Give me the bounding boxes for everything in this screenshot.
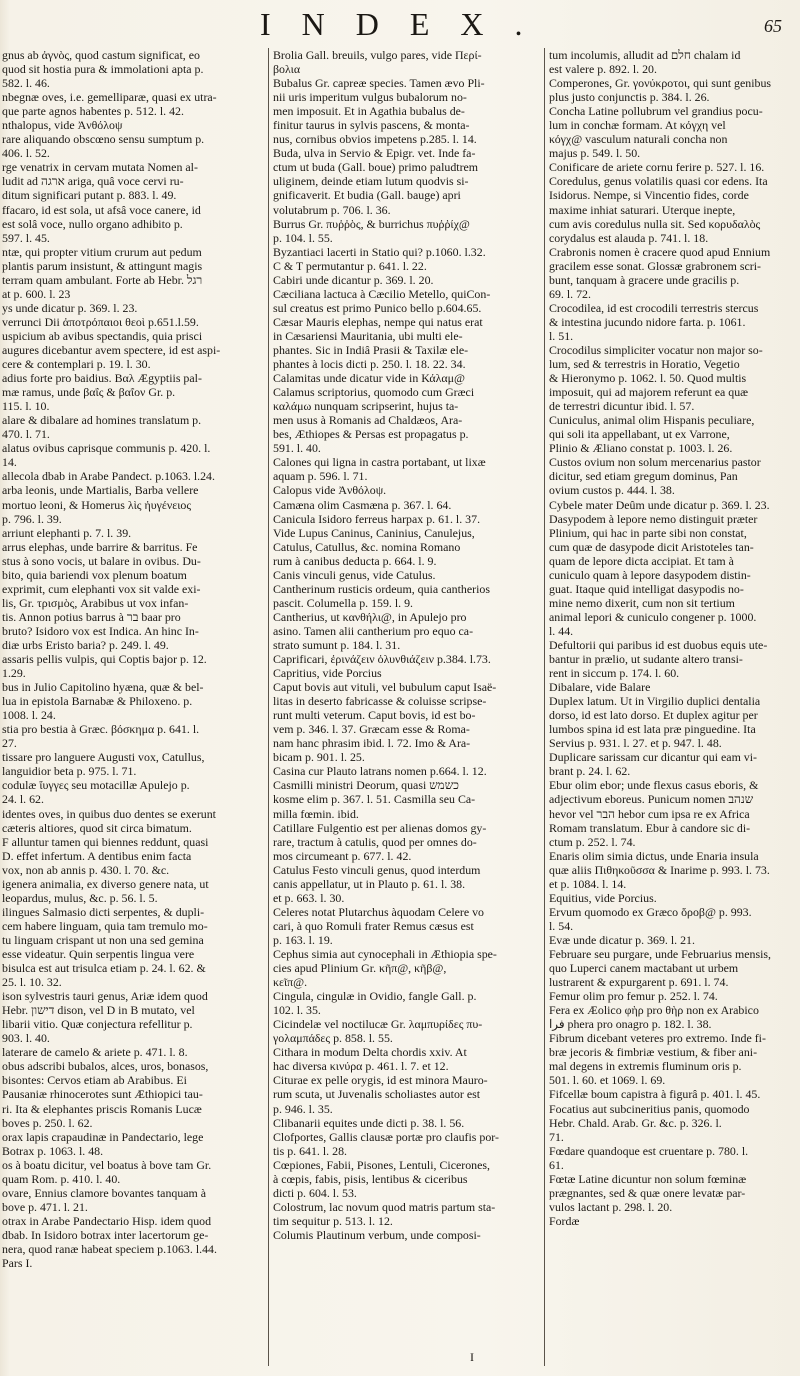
index-line: nam hanc phrasim ibid. l. 72. Imo & Ara-	[273, 736, 471, 751]
index-line: ditum significari putant p. 883. l. 49.	[2, 188, 177, 203]
index-line: Cingula, cingulæ in Ovidio, fangle Gall. p.	[273, 989, 477, 1004]
index-line: arrus elephas, unde barrire & barritus. Fe	[2, 539, 198, 554]
index-line: Cæsar Mauris elephas, nempe qui natus erat	[273, 314, 483, 329]
index-line: rum scuta, ut Juvenalis scholiastes autor est	[273, 1087, 481, 1102]
index-line: γολαμπάδες p. 858. l. 55.	[273, 1031, 393, 1046]
index-line: Fœdare quandoque est cruentare p. 780. l.	[549, 1143, 749, 1158]
index-line: Equitius, vide Porcius.	[549, 890, 657, 905]
index-line: quo Luperci canem mactabant ut urbem	[549, 961, 739, 976]
index-line: Plinium, qui hac in parte sibi non constat,	[549, 525, 747, 540]
index-line: 25. l. 10. 32.	[2, 975, 62, 990]
index-line: bes, Æthiopes & Persas est propagatus p.	[273, 427, 469, 442]
index-line: à cœpis, fabis, pisis, lentibus & ciceribus	[273, 1171, 468, 1186]
index-line: Burrus Gr. πυῤῥὸς, & burrichus πυῤῥίχ@	[273, 216, 470, 231]
index-line: Brolia Gall. breuils, vulgo pares, vide Περί-	[273, 48, 482, 62]
index-line: nus, cornibus obvios impetens p.285. l. 14.	[273, 132, 477, 147]
index-line: Cæciliana lactuca à Cæcilio Metello, quiCon-	[273, 286, 491, 301]
index-line: Isidorus. Nempe, si Vincentio fides, corde	[549, 188, 749, 203]
index-line: Clibanarii equites unde dicti p. 38. l. 56.	[273, 1115, 465, 1130]
index-line: F alluntur tamen qui biennes reddunt, quasi	[2, 834, 209, 849]
index-line: Fœtæ Latine dicuntur non solum fœminæ	[549, 1171, 747, 1186]
index-line: plus justo conjunctis p. 384. l. 26.	[549, 90, 710, 105]
signature-mark: I	[470, 1350, 474, 1364]
index-line: ri. Ita & elephantes priscis Romanis Lucæ	[2, 1101, 202, 1116]
index-line: Catillare Fulgentio est per alienas domos gy-	[273, 820, 487, 835]
index-line: Crocodilea, id est crocodili terrestris stercus	[549, 300, 759, 315]
index-line: boves p. 250. l. 62.	[2, 1115, 93, 1130]
index-line: kosme elim p. 367. l. 51. Casmilla seu Ca-	[273, 792, 476, 807]
index-line: Dibalare, vide Balare	[549, 680, 651, 695]
index-line: alare & dibalare ad homines translatum p.	[2, 413, 202, 428]
index-line: bus in Julio Capitolino hyæna, quæ & bel-	[2, 680, 204, 695]
page-header	[0, 6, 800, 46]
index-line: tum incolumis, alludit ad חלם chalam id	[549, 48, 741, 62]
index-line: et p. 1084. l. 14.	[549, 876, 627, 891]
index-line: est valere p. 892. l. 20.	[549, 62, 657, 77]
index-line: Ebur olim ebor; unde flexus casus eboris, &	[549, 778, 759, 793]
index-line: Pausaniæ rhinocerotes sunt Æthiopici tau-	[2, 1087, 203, 1102]
index-line: cum avis coredulus nulla sit. Sed κορυδαλὸς	[549, 216, 761, 231]
index-line: καλάμω nunquam scripserint, hujus ta-	[273, 399, 459, 414]
index-line: Cicindelæ vel noctilucæ Gr. λαμπυρίδες πυ-	[273, 1017, 483, 1032]
index-line: Crabronis nomen è cracere quod apud Ennium	[549, 244, 771, 259]
index-line: Clofportes, Gallis clausæ portæ pro claufis por-	[273, 1129, 499, 1144]
index-line: cum quæ de dasypode dicit Aristoteles tan-	[549, 539, 754, 554]
index-line: Byzantiaci lacerti in Statio qui? p.1060. l.32.	[273, 244, 486, 259]
index-line: rum à canibus deducta p. 664. l. 9.	[273, 553, 437, 568]
index-line: exprimit, cum elephanti vox sit valde exi-	[2, 581, 201, 596]
index-line: arriunt elephanti p. 7. l. 39.	[2, 525, 132, 540]
index-line: Casina cur Plauto latrans nomen p.664. l. 12.	[273, 764, 487, 779]
index-line: 501. l. 60. et 1069. l. 69.	[549, 1073, 666, 1088]
index-line: Fifcellæ boum capistra à figurâ p. 401. l. 45.	[549, 1087, 761, 1102]
index-line: Celeres notat Plutarchus àquodam Celere vo	[273, 904, 484, 919]
index-line: Pars I.	[2, 1256, 33, 1271]
index-line: Ervum quomodo ex Græco ὄροβ@ p. 993.	[549, 904, 752, 919]
index-line: laterare de camelo & ariete p. 471. l. 8.	[2, 1045, 188, 1060]
index-line: qui soli ita appellabant, ut ex Varrone,	[549, 427, 730, 442]
index-line: Concha Latine pollubrum vel grandius pocu-	[549, 104, 763, 119]
index-line: rge venatrix in cervam mutata Nomen al-	[2, 160, 198, 175]
index-line: Citurae ex pelle orygis, id est minora Mauro-	[273, 1073, 488, 1088]
index-line: codulæ ἴυγγες seu motacillæ Apulejo p.	[2, 778, 190, 793]
index-line: ludit ad ארגה ariga, quâ voce cervi ru-	[2, 174, 184, 189]
index-line: Cabiri unde dicantur p. 369. l. 20.	[273, 272, 434, 287]
index-line: ctum ut buda (Gall. boue) primo paludtrem	[273, 160, 479, 175]
index-line: leopardus, mulus, &c. p. 56. l. 5.	[2, 890, 158, 905]
index-line: cem habere linguam, quia tam tremulo mo-	[2, 918, 208, 933]
index-line: ovare, Ennius clamore bovantes tanquam à	[2, 1185, 207, 1200]
index-line: κεῖπ@.	[273, 975, 308, 990]
index-line: 27.	[2, 736, 17, 751]
index-line: Cuniculus, animal olim Hispanis peculiare,	[549, 413, 755, 428]
index-line: animal lepori & cuniculo congener p. 1000.	[549, 609, 757, 624]
index-line: Colostrum, lac novum quod matris partum sta-	[273, 1199, 496, 1214]
index-line: l. 51.	[549, 328, 574, 343]
index-line: Servius p. 931. l. 27. et p. 947. l. 48.	[549, 736, 722, 751]
index-column-right	[544, 48, 795, 1366]
index-line: volutabrum p. 706. l. 36.	[273, 202, 391, 217]
index-line: Bubalus Gr. capreæ species. Tamen ævo Pli-	[273, 76, 485, 91]
index-line: men imposuit. Et in Agathia bubalus de-	[273, 104, 465, 119]
index-line: 903. l. 40.	[2, 1031, 50, 1046]
index-line: 597. l. 45.	[2, 230, 50, 245]
index-line: bisulca est aut trisulca etiam p. 24. l. 62. &	[2, 961, 206, 976]
index-line: dorso, id est lato dorso. Et duplex agitur per	[549, 708, 758, 723]
index-line: cies apud Plinium Gr. κῆπ@, κῆβ@,	[273, 961, 447, 976]
index-line: Calamitas unde dicatur vide in Κάλαμ@	[273, 371, 465, 386]
index-line: Enaris olim simia dictus, unde Enaria insula	[549, 848, 759, 863]
index-line: فرا phera pro onagro p. 182. l. 38.	[549, 1017, 712, 1032]
index-line: vox, non ab annis p. 430. l. 70. &c.	[2, 862, 170, 877]
index-line: 582. l. 46.	[2, 76, 50, 91]
index-line: Vide Lupus Caninus, Caninius, Canulejus,	[273, 525, 475, 540]
index-line: 71.	[549, 1129, 564, 1144]
page-number: 65	[764, 16, 782, 36]
index-line: dbab. In Isidoro botrax inter lacertorum ge-	[2, 1227, 209, 1242]
index-line: Comperones, Gr. γονύκροτοι, qui sunt genibus	[549, 76, 772, 91]
index-line: Focatius aut subcineritius panis, quomodo	[549, 1101, 750, 1116]
index-line: obus adscribi bubalos, alces, uros, bonasos,	[2, 1059, 209, 1074]
index-line: Plinio & Æliano constat p. 1003. l. 26.	[549, 441, 733, 456]
index-line: uspicium ab avibus spectandis, quia prisci	[2, 328, 203, 343]
index-line: tim sequitur p. 513. l. 12.	[273, 1213, 393, 1228]
index-line: Fera ex Æolico φὴρ pro θὴρ non ex Arabico	[549, 1003, 759, 1018]
index-line: litas in deserto fabricasse & coluisse scripse-	[273, 694, 487, 709]
index-line: gnus ab ἀγνὸς, quod castum significat, eo	[2, 48, 200, 62]
index-column-middle	[268, 48, 541, 1366]
index-line: nera, quod ranæ habeat speciem p.1063. l.44.	[2, 1241, 217, 1256]
index-line: ison sylvestris tauri genus, Ariæ idem quod	[2, 989, 208, 1004]
index-line: 61.	[549, 1157, 564, 1172]
index-line: que parte agnos habentes p. 512. l. 42.	[2, 104, 184, 119]
index-line: est solâ voce, nullo organo adhibito p.	[2, 216, 183, 231]
index-line: Calopus vide Ἀνθόλοψ.	[273, 483, 387, 498]
index-line: Cithara in modum Delta chordis xxiv. At	[273, 1045, 467, 1060]
index-line: gracilem esse sonat. Glossæ grabronem scri-	[549, 258, 761, 273]
index-line: Custos ovium non solum mercenarius pastor	[549, 455, 761, 470]
index-line: 24. l. 62.	[2, 792, 44, 807]
index-line: quod sit hostia pura & immolationi apta p.	[2, 62, 204, 77]
index-line: quam Rom. p. 410. l. 40.	[2, 1171, 121, 1186]
index-line: quam de lepore dicta accipiat. Et tam à	[549, 553, 734, 568]
index-line: vulos lactant p. 298. l. 20.	[549, 1199, 673, 1214]
index-line: mortuo leoni, & Homerus λὶς ἠυγένειος	[2, 497, 192, 512]
index-line: nbegnæ oves, i.e. gemelliparæ, quasi ex utra-	[2, 90, 217, 105]
page-footer	[0, 1350, 800, 1370]
index-line: men usus à Romanis ad Chaldæos, Ara-	[273, 413, 463, 428]
index-line: Caprificari, ἐρινάζειν ὀλυνθιάζειν p.384. l.73.	[273, 652, 491, 667]
index-line: assaris pellis vulpis, qui Coptis bajor p. 12.	[2, 652, 207, 667]
index-line: uliginem, deinde etiam lutum quodvis si-	[273, 174, 469, 189]
index-line: runt multi veterum. Caput bovis, id est bo-	[273, 708, 476, 723]
index-line: asino. Tamen alii cantherium pro equo ca-	[273, 623, 474, 638]
index-line: lis, Gr. τρισμὸς, Arabibus ut vox infan-	[2, 595, 189, 610]
index-line: milla fœmin. ibid.	[273, 806, 359, 821]
index-line: aquam p. 596. l. 71.	[273, 469, 368, 484]
index-line: 406. l. 52.	[2, 146, 50, 161]
index-line: C & T permutantur p. 641. l. 22.	[273, 258, 427, 273]
index-line: allecola dbab in Arabe Pandect. p.1063. l.24.	[2, 469, 215, 484]
index-line: Cœpiones, Fabii, Pisones, Lentuli, Cicerones,	[273, 1157, 490, 1172]
index-line: Crocodilus simpliciter vocatur non major so-	[549, 342, 763, 357]
index-line: ilingues Salmasio dicti serpentes, & dupli-	[2, 904, 205, 919]
index-line: ovium custos p. 444. l. 38.	[549, 483, 675, 498]
index-line: mine nemo dixerit, cum non sit tertium	[549, 595, 735, 610]
index-line: 115. l. 10.	[2, 399, 50, 414]
index-line: dicitur, sed etiam gregum dominus, Pan	[549, 469, 738, 484]
index-line: nii uris imperitum vulgus bubalorum no-	[273, 90, 467, 105]
index-line: Casmilli ministri Deorum, quasi כשמש	[273, 778, 459, 793]
index-line: stia pro bestia à Græc. βόσκημα p. 641. l.	[2, 722, 200, 737]
index-line: rent in siccum p. 174. l. 60.	[549, 666, 680, 681]
index-line: p. 796. l. 39.	[2, 511, 62, 526]
index-line: cere & contemplari p. 19. l. 30.	[2, 357, 151, 372]
index-line: prægnantes, sed & quæ onere levatæ par-	[549, 1185, 746, 1200]
index-line: cuniculo quam à lepore dasypodem distin-	[549, 567, 751, 582]
index-line: Duplex latum. Ut in Virgilio duplici dentalia	[549, 694, 761, 709]
index-line: Hebr. דישון dison, vel D in B mutato, vel	[2, 1003, 195, 1018]
running-head: INDEX.	[260, 6, 554, 42]
index-line: βολια	[273, 62, 301, 77]
index-line: Evæ unde dicatur p. 369. l. 21.	[549, 932, 695, 947]
index-line: hevor vel הבר hebor cum ipsa re ex Africa	[549, 806, 750, 821]
index-line: in Cæsariensi Mauritania, ubi multi ele-	[273, 328, 463, 343]
index-line: dicti p. 604. l. 53.	[273, 1185, 357, 1200]
index-line: diæ urbs Eristo baria? p. 249. l. 49.	[2, 637, 169, 652]
index-line: Conificare de ariete cornu ferire p. 527. l. 16.	[549, 160, 765, 175]
index-line: maxime inhiat saturari. Uterque inepte,	[549, 202, 736, 217]
index-line: canis appellatur, ut in Plauto p. 61. l. 38.	[273, 876, 466, 891]
index-line: ctum p. 252. l. 74.	[549, 834, 636, 849]
index-line: l. 44.	[549, 623, 574, 638]
index-line: phantes. Sic in Indiâ Prasii & Taxilæ ele-	[273, 342, 469, 357]
index-line: ys unde dicatur p. 369. l. 23.	[2, 300, 138, 315]
index-line: lua in epistola Barnabæ & Philoxeno. p.	[2, 694, 193, 709]
index-line: igenera animalia, ex diverso genere nata, ut	[2, 876, 209, 891]
index-line: languidior beta p. 975. l. 71.	[2, 764, 137, 779]
index-line: bito, quia bariendi vox plenum boatum	[2, 567, 187, 582]
index-line: verrunci Dii ἀποτρόπαιοι θεοὶ p.651.l.59.	[2, 314, 199, 329]
index-line: cæteris altiores, quod sit circa bimatum.	[2, 820, 192, 835]
index-line: finitur taurus in sylvis pascens, & monta-	[273, 118, 470, 133]
index-line: lum, sed & terrestris in Horatio, Vegetio	[549, 357, 740, 372]
index-line: mæ ramus, unde βαΐς & βαΐον Gr. p.	[2, 385, 176, 400]
index-line: libarii vitio. Quæ conjectura refellitur p.	[2, 1017, 193, 1032]
index-line: Camæna olim Casmæna p. 367. l. 64.	[273, 497, 452, 512]
index-line: rare aliquando obscœno sensu sumptum p.	[2, 132, 205, 147]
index-line: Canis vinculi genus, vide Catulus.	[273, 567, 436, 582]
index-line: p. 946. l. 35.	[273, 1101, 333, 1116]
index-line: p. 104. l. 55.	[273, 230, 333, 245]
index-line: lustrarent & expurgarent p. 691. l. 74.	[549, 975, 729, 990]
index-line: adjectivum eboreus. Punicum nomen שנהב	[549, 792, 754, 807]
index-line: augures dicebantur avem spectere, id est aspi-	[2, 342, 221, 357]
index-line: strato sumunt p. 184. l. 31.	[273, 637, 401, 652]
index-line: pascit. Columella p. 159. l. 9.	[273, 595, 414, 610]
index-line: κόγχ@ vasculum naturali concha non	[549, 132, 728, 147]
index-line: cari, à quo Romuli frater Remus cæsus est	[273, 918, 474, 933]
index-line: Columis Plautinum verbum, unde composi-	[273, 1227, 481, 1242]
index-line: Calamus scriptorius, quomodo cum Græci	[273, 385, 475, 400]
index-line: sul creatus est primo Punico bello p.604.65.	[273, 300, 482, 315]
index-line: Fordæ	[549, 1213, 580, 1228]
index-line: bræ jecoris & fimbriæ vestium, & fiber ani-	[549, 1045, 758, 1060]
index-line: ffacaro, id est sola, ut afsâ voce canere, id	[2, 202, 201, 217]
index-line: quæ aliis Πιθηκοῦσσα & Inarime p. 993. l. 73.	[549, 862, 770, 877]
index-line: esse videatur. Quin serpentis lingua vere	[2, 947, 195, 961]
index-line: 14.	[2, 455, 17, 470]
index-line: Fibrum dicebant veteres pro extremo. Inde fi-	[549, 1031, 766, 1046]
index-line: 470. l. 71.	[2, 427, 50, 442]
index-line: Cybele mater Deûm unde dicatur p. 369. l. 23.	[549, 497, 770, 512]
index-line: terram quam ambulant. Forte ab Hebr. רגל	[2, 272, 203, 287]
index-line: Cephus simia aut cynocephali in Æthiopia spe-	[273, 947, 497, 961]
index-line: tis. Annon potius barrus à בר baar pro	[2, 609, 181, 624]
index-line: os à boatu dicitur, vel boatus à bove tam Gr.	[2, 1157, 212, 1172]
index-line: et p. 663. l. 30.	[273, 890, 345, 905]
index-line: nthalopus, vide Ἀνθόλοψ	[2, 118, 123, 133]
index-line: hac diversa κινύρα p. 461. l. 7. et 12.	[273, 1059, 449, 1074]
index-line: ntæ, qui propter vitium crurum aut pedum	[2, 244, 202, 259]
index-line: otrax in Arabe Pandectario Hisp. idem quod	[2, 1213, 212, 1228]
index-line: de terrestri dicuntur ibid. l. 57.	[549, 399, 695, 414]
index-line: tu linguam crispant ut non una sed gemina	[2, 932, 204, 947]
index-line: Buda, ulva in Servio & Epigr. vet. Inde fa-	[273, 146, 476, 161]
index-line: Femur olim pro femur p. 252. l. 74.	[549, 989, 718, 1004]
index-column-left	[2, 48, 264, 1366]
index-line: l. 54.	[549, 918, 574, 933]
index-line: bisontes: Cervos etiam ab Arabibus. Ei	[2, 1073, 187, 1088]
index-line: Canicula Isidoro ferreus harpax p. 61. l. 37.	[273, 511, 481, 526]
index-line: at p. 600. l. 23	[2, 286, 71, 301]
index-line: orax lapis crapaudinæ in Pandectario, lege	[2, 1129, 204, 1144]
index-line: Romam translatum. Ebur à candore sic di-	[549, 820, 751, 835]
index-line: p. 163. l. 19.	[273, 932, 333, 947]
index-line: bicam p. 901. l. 25.	[273, 750, 365, 765]
index-line: Cantherinum rusticis ordeum, quia cantherios	[273, 581, 490, 596]
index-line: imposuit, qui ad majorem referunt ea quæ	[549, 385, 749, 400]
index-line: guat. Itaque quid intelligat dasypodis no-	[549, 581, 744, 596]
index-line: arba leonis, unde Martialis, Barba vellere	[2, 483, 199, 498]
index-line: Coredulus, genus volatilis quasi cor edens. Ita	[549, 174, 768, 189]
index-line: Capritius, vide Porcius	[273, 666, 382, 681]
index-line: bruto? Isidoro vox est Indica. An hinc In-	[2, 623, 199, 638]
index-line: 69. l. 72.	[549, 286, 591, 301]
index-line: 1.29.	[2, 666, 26, 681]
index-line: adius forte pro baidius. Βαλ Ægyptiis pal-	[2, 371, 202, 386]
index-line: D. effet infertum. A dentibus enim facta	[2, 848, 192, 863]
index-line: Cantherius, ut κανθήλι@, in Apulejo pro	[273, 609, 467, 624]
index-line: corydalus est alauda p. 741. l. 18.	[549, 230, 709, 245]
index-line: bunt, tanquam à gracere unde gracilis p.	[549, 272, 740, 287]
index-line: bove p. 471. l. 21.	[2, 1199, 88, 1214]
index-line: Duplicare sarissam cur dicantur qui eam vi-	[549, 750, 758, 765]
index-line: plantis parum insistunt, & attingunt magis	[2, 258, 203, 273]
index-line: Catulus Festo vinculi genus, quod interdum	[273, 862, 481, 877]
index-line: lum in conchæ formam. At κόγχη vel	[549, 118, 726, 133]
index-line: & Hieronymo p. 1062. l. 50. Quod multis	[549, 371, 747, 386]
index-line: 591. l. 40.	[273, 441, 321, 456]
index-line: tis p. 641. l. 28.	[273, 1143, 347, 1158]
index-line: majus p. 549. l. 50.	[549, 146, 641, 161]
index-line: phantes à locis dicti p. 250. l. 18. 22. 34.	[273, 357, 466, 372]
index-line: bantur in prælio, ut sudante altero transi-	[549, 652, 743, 667]
index-line: 102. l. 35.	[273, 1003, 321, 1018]
index-line: alatus ovibus caprisque communis p. 420. l.	[2, 441, 211, 456]
index-line: gnificaverit. Et budia (Gall. bauge) apri	[273, 188, 461, 203]
index-line: 1008. l. 24.	[2, 708, 56, 723]
index-line: mos circumeant p. 677. l. 42.	[273, 848, 412, 863]
index-line: brant p. 24. l. 62.	[549, 764, 631, 779]
index-line: mal degens in extremis fluminum oris p.	[549, 1059, 742, 1074]
index-line: stus à sono vocis, ut balare in ovibus. Du-	[2, 553, 201, 568]
index-line: Februare seu purgare, unde Februarius mensis,	[549, 947, 772, 961]
index-line: Catulus, Catullus, &c. nomina Romano	[273, 539, 461, 554]
index-line: Calones qui ligna in castra portabant, ut lixæ	[273, 455, 486, 470]
index-line: Caput bovis aut vituli, vel bubulum caput Isaë-	[273, 680, 497, 695]
index-line: & intestina jucundo nidore farta. p. 1061.	[549, 314, 746, 329]
index-line: Defultorii qui paribus id est duobus equis ute-	[549, 637, 768, 652]
index-line: vem p. 346. l. 37. Græcam esse & Roma-	[273, 722, 470, 737]
index-line: Hebr. Chald. Arab. Gr. &c. p. 326. l.	[549, 1115, 722, 1130]
index-line: lumbos spina id est lata præ pinguedine. Ita	[549, 722, 756, 737]
index-line: Dasypodem à lepore nemo distinguit præter	[549, 511, 758, 526]
index-line: tissare pro languere Augusti vox, Catullus,	[2, 750, 205, 765]
index-line: identes oves, in quibus duo dentes se exerunt	[2, 806, 216, 821]
index-line: Botrax p. 1063. l. 48.	[2, 1143, 104, 1158]
index-line: rare, tractum à catulis, quod per omnes do-	[273, 834, 477, 849]
